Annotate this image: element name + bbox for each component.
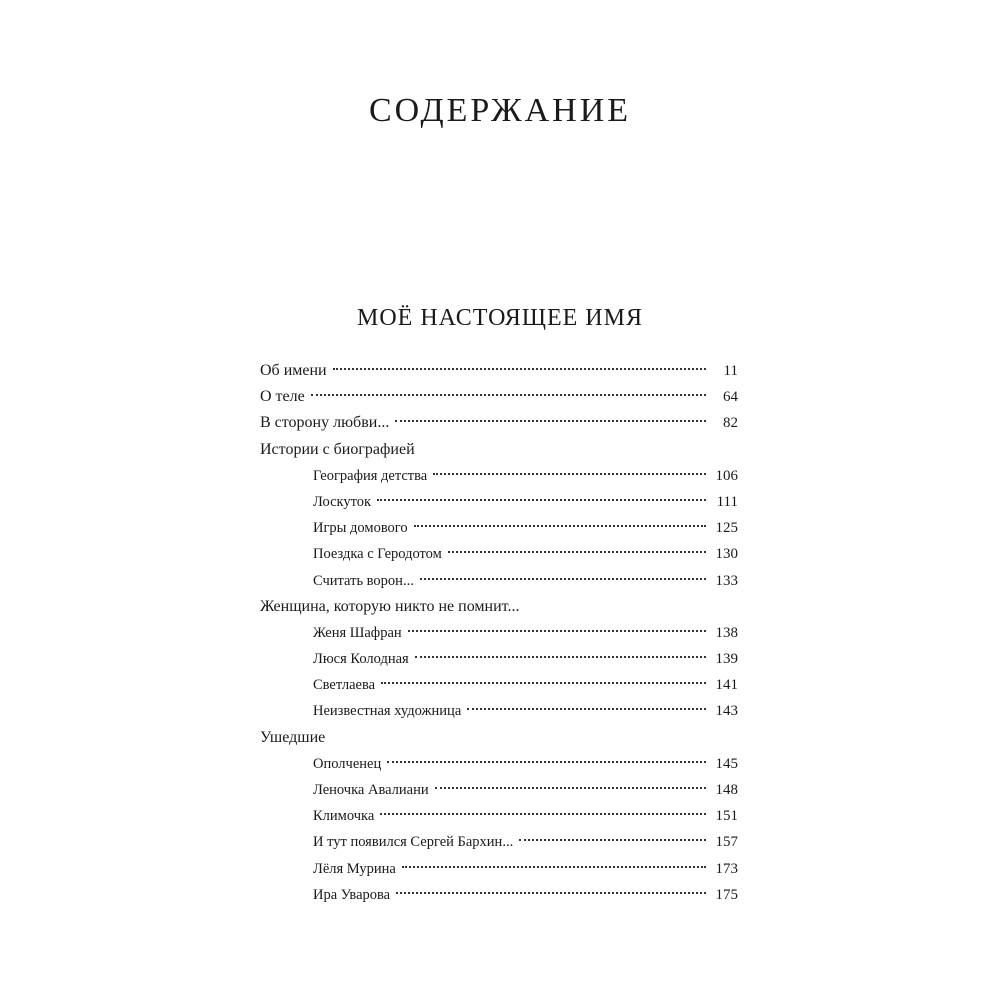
toc-subentry <box>260 620 738 646</box>
toc-subentry <box>260 803 738 829</box>
toc-entry <box>260 384 738 410</box>
dot-leader <box>519 839 706 841</box>
toc-entry-label: Об имени <box>260 362 327 379</box>
toc-subentry <box>260 646 738 672</box>
dot-leader <box>402 866 706 868</box>
toc-subentry <box>260 777 738 803</box>
toc-entry-label: Климочка <box>313 808 375 825</box>
dot-leader <box>311 394 706 396</box>
dot-leader <box>333 368 706 370</box>
toc-subentry <box>260 541 738 567</box>
toc-entry-label: Истории с биографией <box>260 440 415 458</box>
toc-entry-label: Леночка Авалиани <box>313 782 429 798</box>
toc-entry-label: Ополченец <box>313 755 382 772</box>
dot-leader <box>395 420 706 422</box>
toc-entry-label: Ира Уварова <box>313 886 391 903</box>
toc-page-number: 143 <box>715 703 738 720</box>
dot-leader <box>433 473 706 475</box>
toc-entry-label: Лоскуток <box>313 493 372 510</box>
toc-subentry <box>260 751 738 777</box>
section-title: МОЁ НАСТОЯЩЕЕ ИМЯ <box>357 305 643 331</box>
toc-entry-label: И тут появился Сергей Бархин... <box>313 834 514 851</box>
toc-entry-label: Неизвестная художница <box>313 703 462 720</box>
toc-page-number: 175 <box>715 886 738 903</box>
toc-page-number: 11 <box>723 363 738 379</box>
toc-subentry <box>260 463 738 489</box>
dot-leader <box>380 813 706 815</box>
toc-page-number: 130 <box>715 546 738 563</box>
dot-leader <box>415 656 706 658</box>
toc-entry <box>260 594 738 620</box>
toc-entry-label: Люся Колодная <box>313 651 409 668</box>
toc-page-number: 157 <box>715 834 738 851</box>
dot-leader <box>467 708 706 710</box>
toc-entry-label: Поездка с Геродотом <box>313 546 442 563</box>
dot-leader <box>414 525 706 527</box>
toc-entry-label: Женя Шафран <box>313 624 402 641</box>
toc-subentry <box>260 856 738 882</box>
toc-entry-label: Женщина, которую никто не помнит... <box>260 597 520 615</box>
toc-page-number: 111 <box>716 493 738 510</box>
toc-entry-label: Считать ворон... <box>313 572 414 589</box>
toc-entry-label: Игры домового <box>313 520 408 537</box>
dot-leader <box>408 630 706 632</box>
toc-page-number: 145 <box>715 755 738 772</box>
toc-page-number: 141 <box>715 677 738 694</box>
toc-page-number: 151 <box>715 808 738 825</box>
toc-page-number: 64 <box>723 389 738 406</box>
toc-entry-label: В сторону любви... <box>260 414 390 432</box>
table-of-contents <box>260 358 738 908</box>
dot-leader <box>387 761 706 763</box>
toc-subentry <box>260 489 738 515</box>
toc-page-number: 125 <box>715 520 738 537</box>
dot-leader <box>435 787 706 789</box>
toc-page-number: 106 <box>715 467 738 484</box>
dot-leader <box>396 892 706 894</box>
page-title: СОДЕРЖАНИЕ <box>368 92 632 129</box>
toc-subentry <box>260 515 738 541</box>
toc-entry <box>260 410 738 436</box>
toc-page-number: 148 <box>715 782 738 798</box>
toc-entry <box>260 437 738 463</box>
dot-leader <box>448 551 706 553</box>
dot-leader <box>381 682 706 684</box>
toc-subentry <box>260 568 738 594</box>
toc-subentry <box>260 829 738 855</box>
dot-leader <box>377 499 706 501</box>
toc-page-number: 139 <box>715 651 738 668</box>
toc-subentry <box>260 882 738 908</box>
dot-leader <box>420 578 706 580</box>
toc-entry-label: Ушедшие <box>260 728 326 746</box>
toc-entry <box>260 725 738 751</box>
toc-page-number: 82 <box>723 415 738 432</box>
toc-entry-label: Светлаева <box>313 677 376 694</box>
toc-entry-label: О теле <box>260 388 305 406</box>
toc-entry-label: Лёля Мурина <box>313 860 396 877</box>
toc-page-number: 138 <box>715 624 738 641</box>
toc-subentry <box>260 672 738 698</box>
toc-page-number: 173 <box>715 860 738 877</box>
toc-subentry <box>260 698 738 724</box>
toc-page-number: 133 <box>715 572 738 589</box>
toc-entry-label: География детства <box>313 467 428 484</box>
toc-entry <box>260 358 738 384</box>
